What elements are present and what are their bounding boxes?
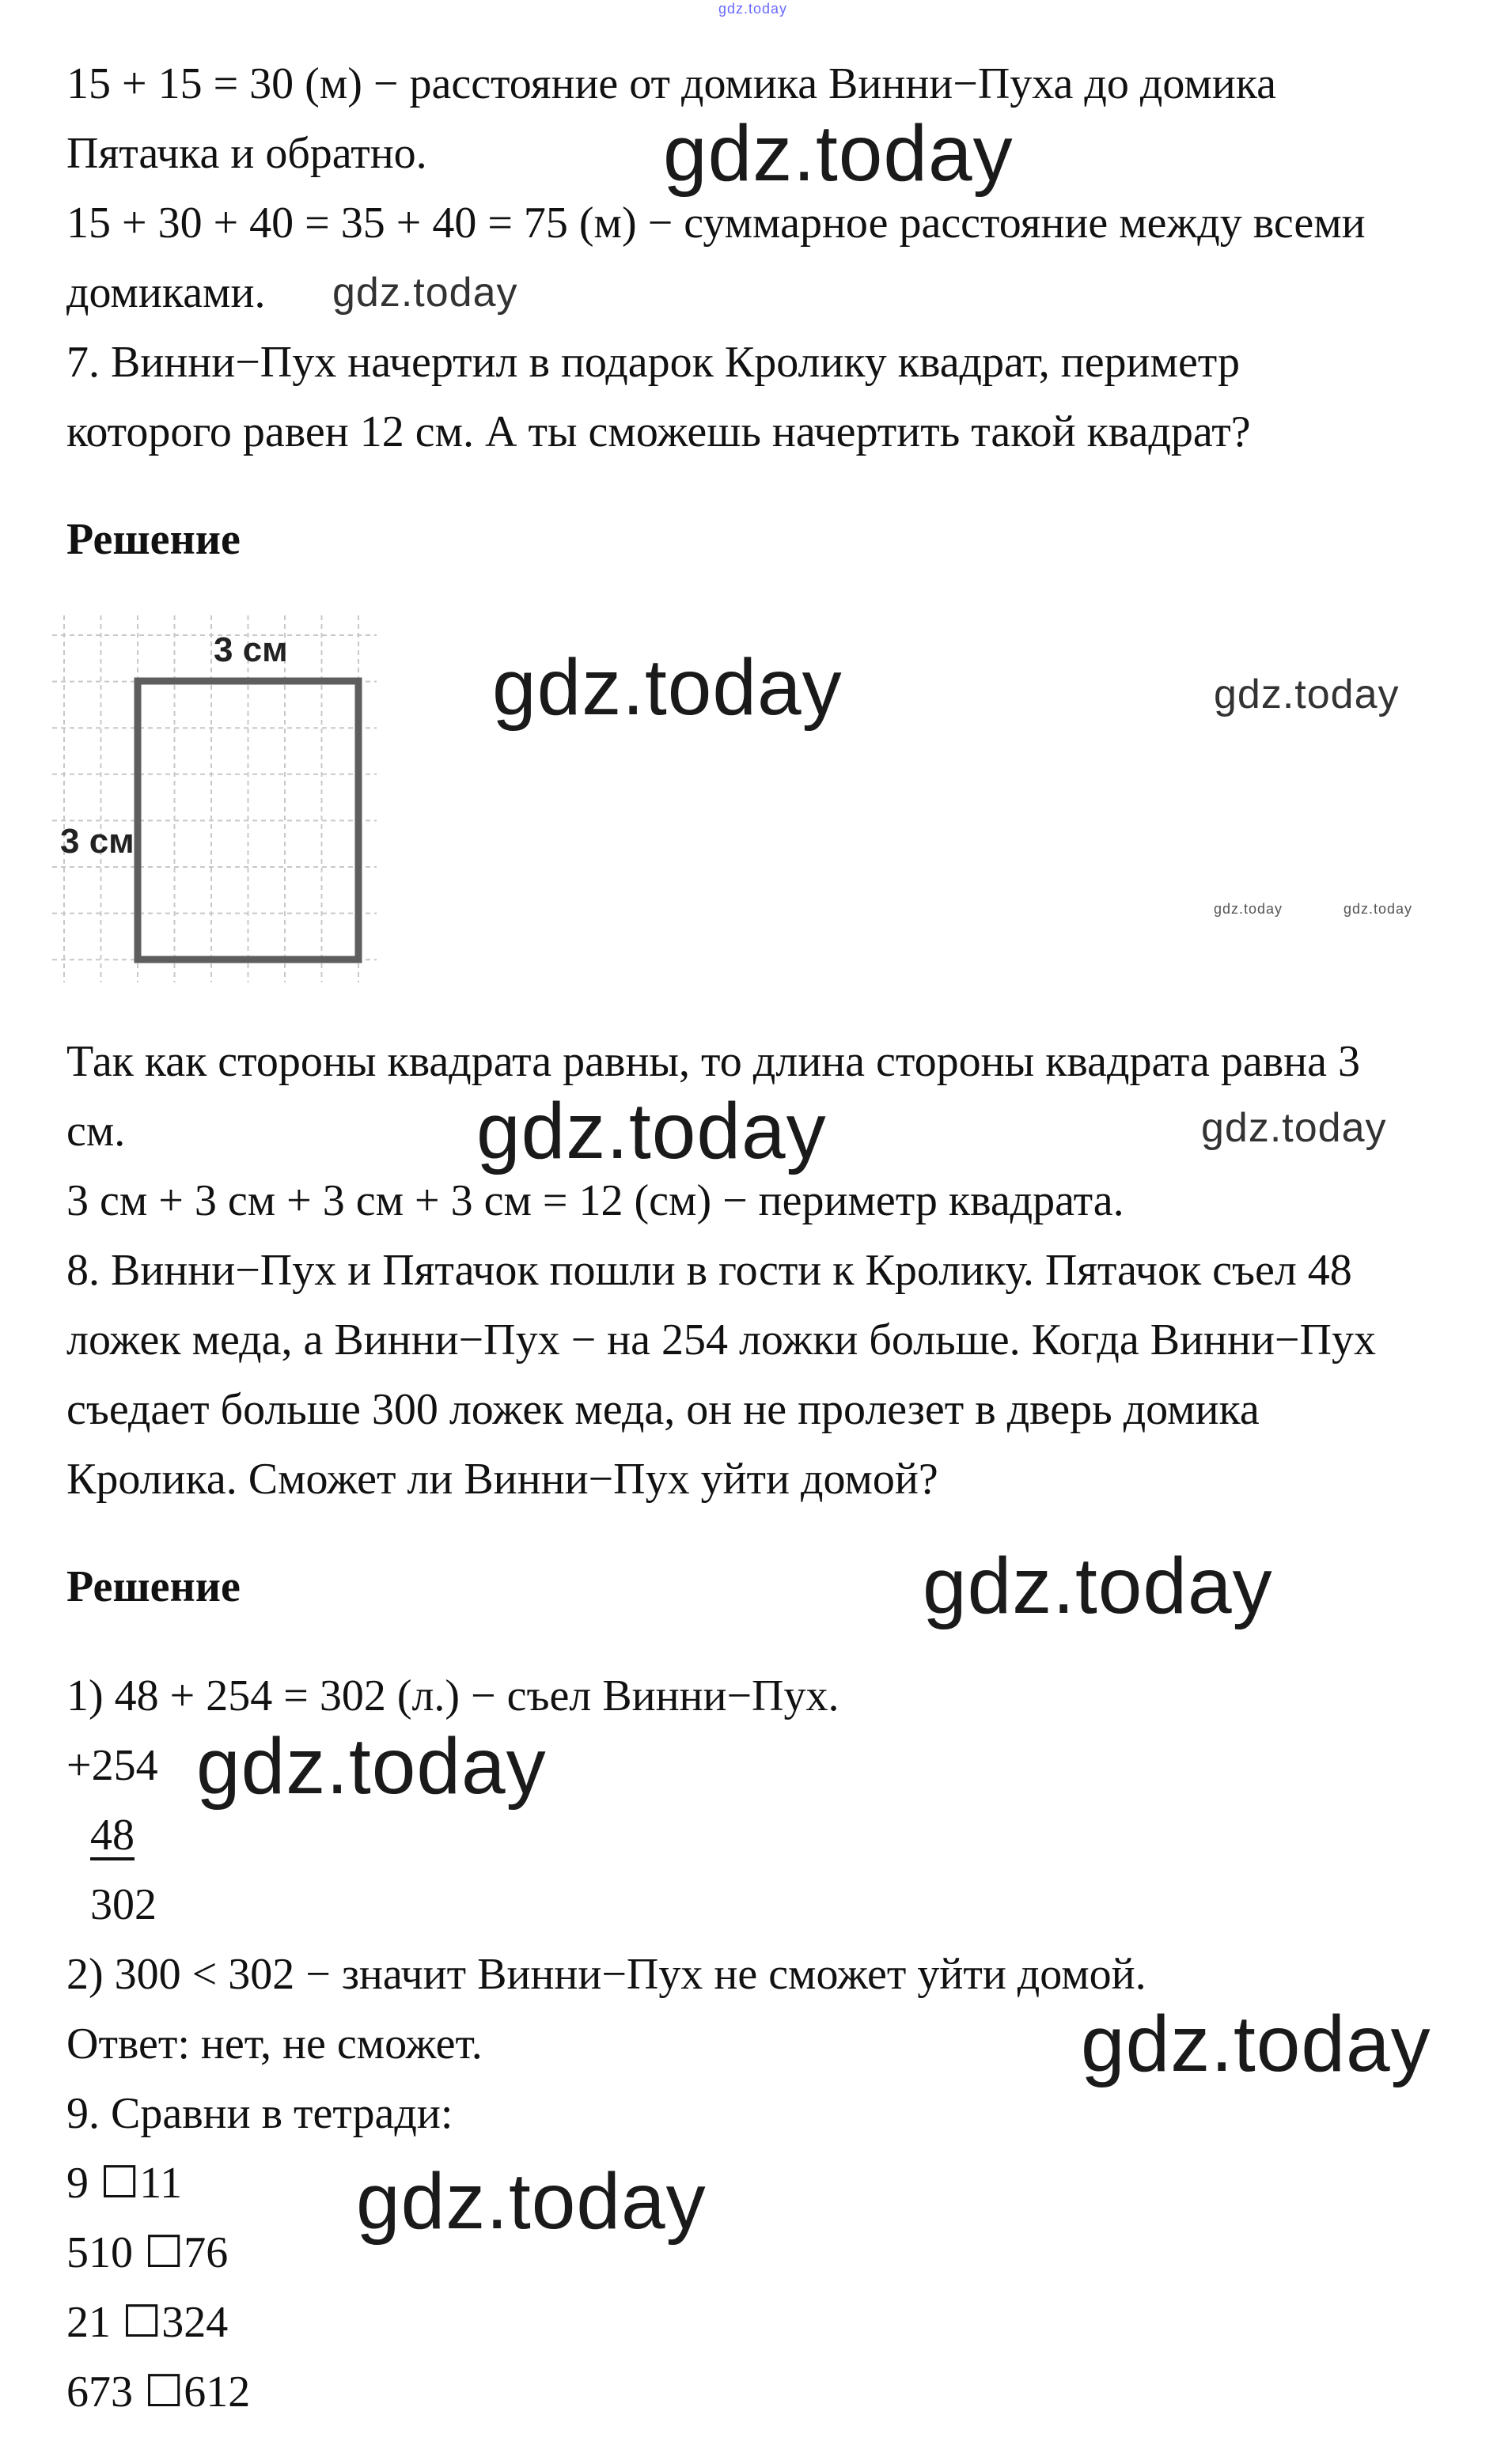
compare-item: 21 ☐324 [66,2298,229,2347]
text-line: 15 + 30 + 40 = 35 + 40 = 75 (м) − суммарное расстояние между всеми [66,199,1366,248]
task-8-text: съедает больше 300 ложек меда, он не пролезет в дверь домика [66,1385,1260,1434]
task-7-text: которого равен 12 см. А ты сможешь начертить такой квадрат? [66,407,1251,456]
text-line: 3 см + 3 см + 3 см + 3 см = 12 (см) − периметр квадрата. [66,1176,1124,1225]
task-9-text: 9. Сравни в тетради: [66,2089,453,2138]
watermark: gdz.today [492,643,843,732]
watermark: gdz.today [1081,2000,1431,2088]
text-line: Пятачка и обратно. [66,129,427,178]
watermark: gdz.today [356,2157,707,2246]
watermark: gdz.today [663,109,1014,198]
watermark: gdz.today [1201,1105,1387,1151]
step-2: 2) 300 < 302 − значит Винни−Пух не сможет уйти домой. [66,1950,1146,1999]
solution-heading: Решение [66,515,241,564]
watermark: gdz.today [476,1087,827,1175]
grid [52,615,377,982]
watermark: gdz.today [196,1722,547,1811]
column-sum: 302 [90,1880,157,1929]
compare-item: 673 ☐612 [66,2367,251,2417]
watermark: gdz.today [1344,901,1413,917]
task-7-text: 7. Винни−Пух начертил в подарок Кролику квадрат, периметр [66,338,1240,387]
column-addend-1: +254 [66,1741,158,1790]
watermark: gdz.today [1214,672,1400,717]
text-line: см. [66,1107,126,1156]
column-addend-2: 48 [90,1811,135,1860]
answer: Ответ: нет, не сможет. [66,2019,483,2068]
task-8-text: Кролика. Сможет ли Винни−Пух уйти домой? [66,1455,938,1504]
top-side-label: 3 см [214,630,288,669]
left-side-label: 3 см [60,822,135,861]
watermark: gdz.today [923,1542,1273,1630]
solution-heading: Решение [66,1562,241,1611]
text-line: Так как стороны квадрата равны, то длина стороны квадрата равна 3 [66,1037,1360,1086]
watermark: gdz.today [718,1,788,17]
watermark: gdz.today [1214,901,1283,917]
text-line: домиками. [66,268,266,317]
task-8-text: ложек меда, а Винни−Пух − на 254 ложки больше. Когда Винни−Пух [66,1315,1376,1364]
step-1: 1) 48 + 254 = 302 (л.) − съел Винни−Пух. [66,1671,839,1720]
compare-item: 510 ☐76 [66,2228,229,2277]
compare-item: 9 ☐11 [66,2159,183,2208]
square-diagram [0,0,760,1020]
task-8-text: 8. Винни−Пух и Пятачок пошли в гости к Кролику. Пятачок съел 48 [66,1246,1352,1295]
text-line: 15 + 15 = 30 (м) − расстояние от домика Винни−Пуха до домика [66,59,1276,108]
watermark: gdz.today [332,270,518,316]
